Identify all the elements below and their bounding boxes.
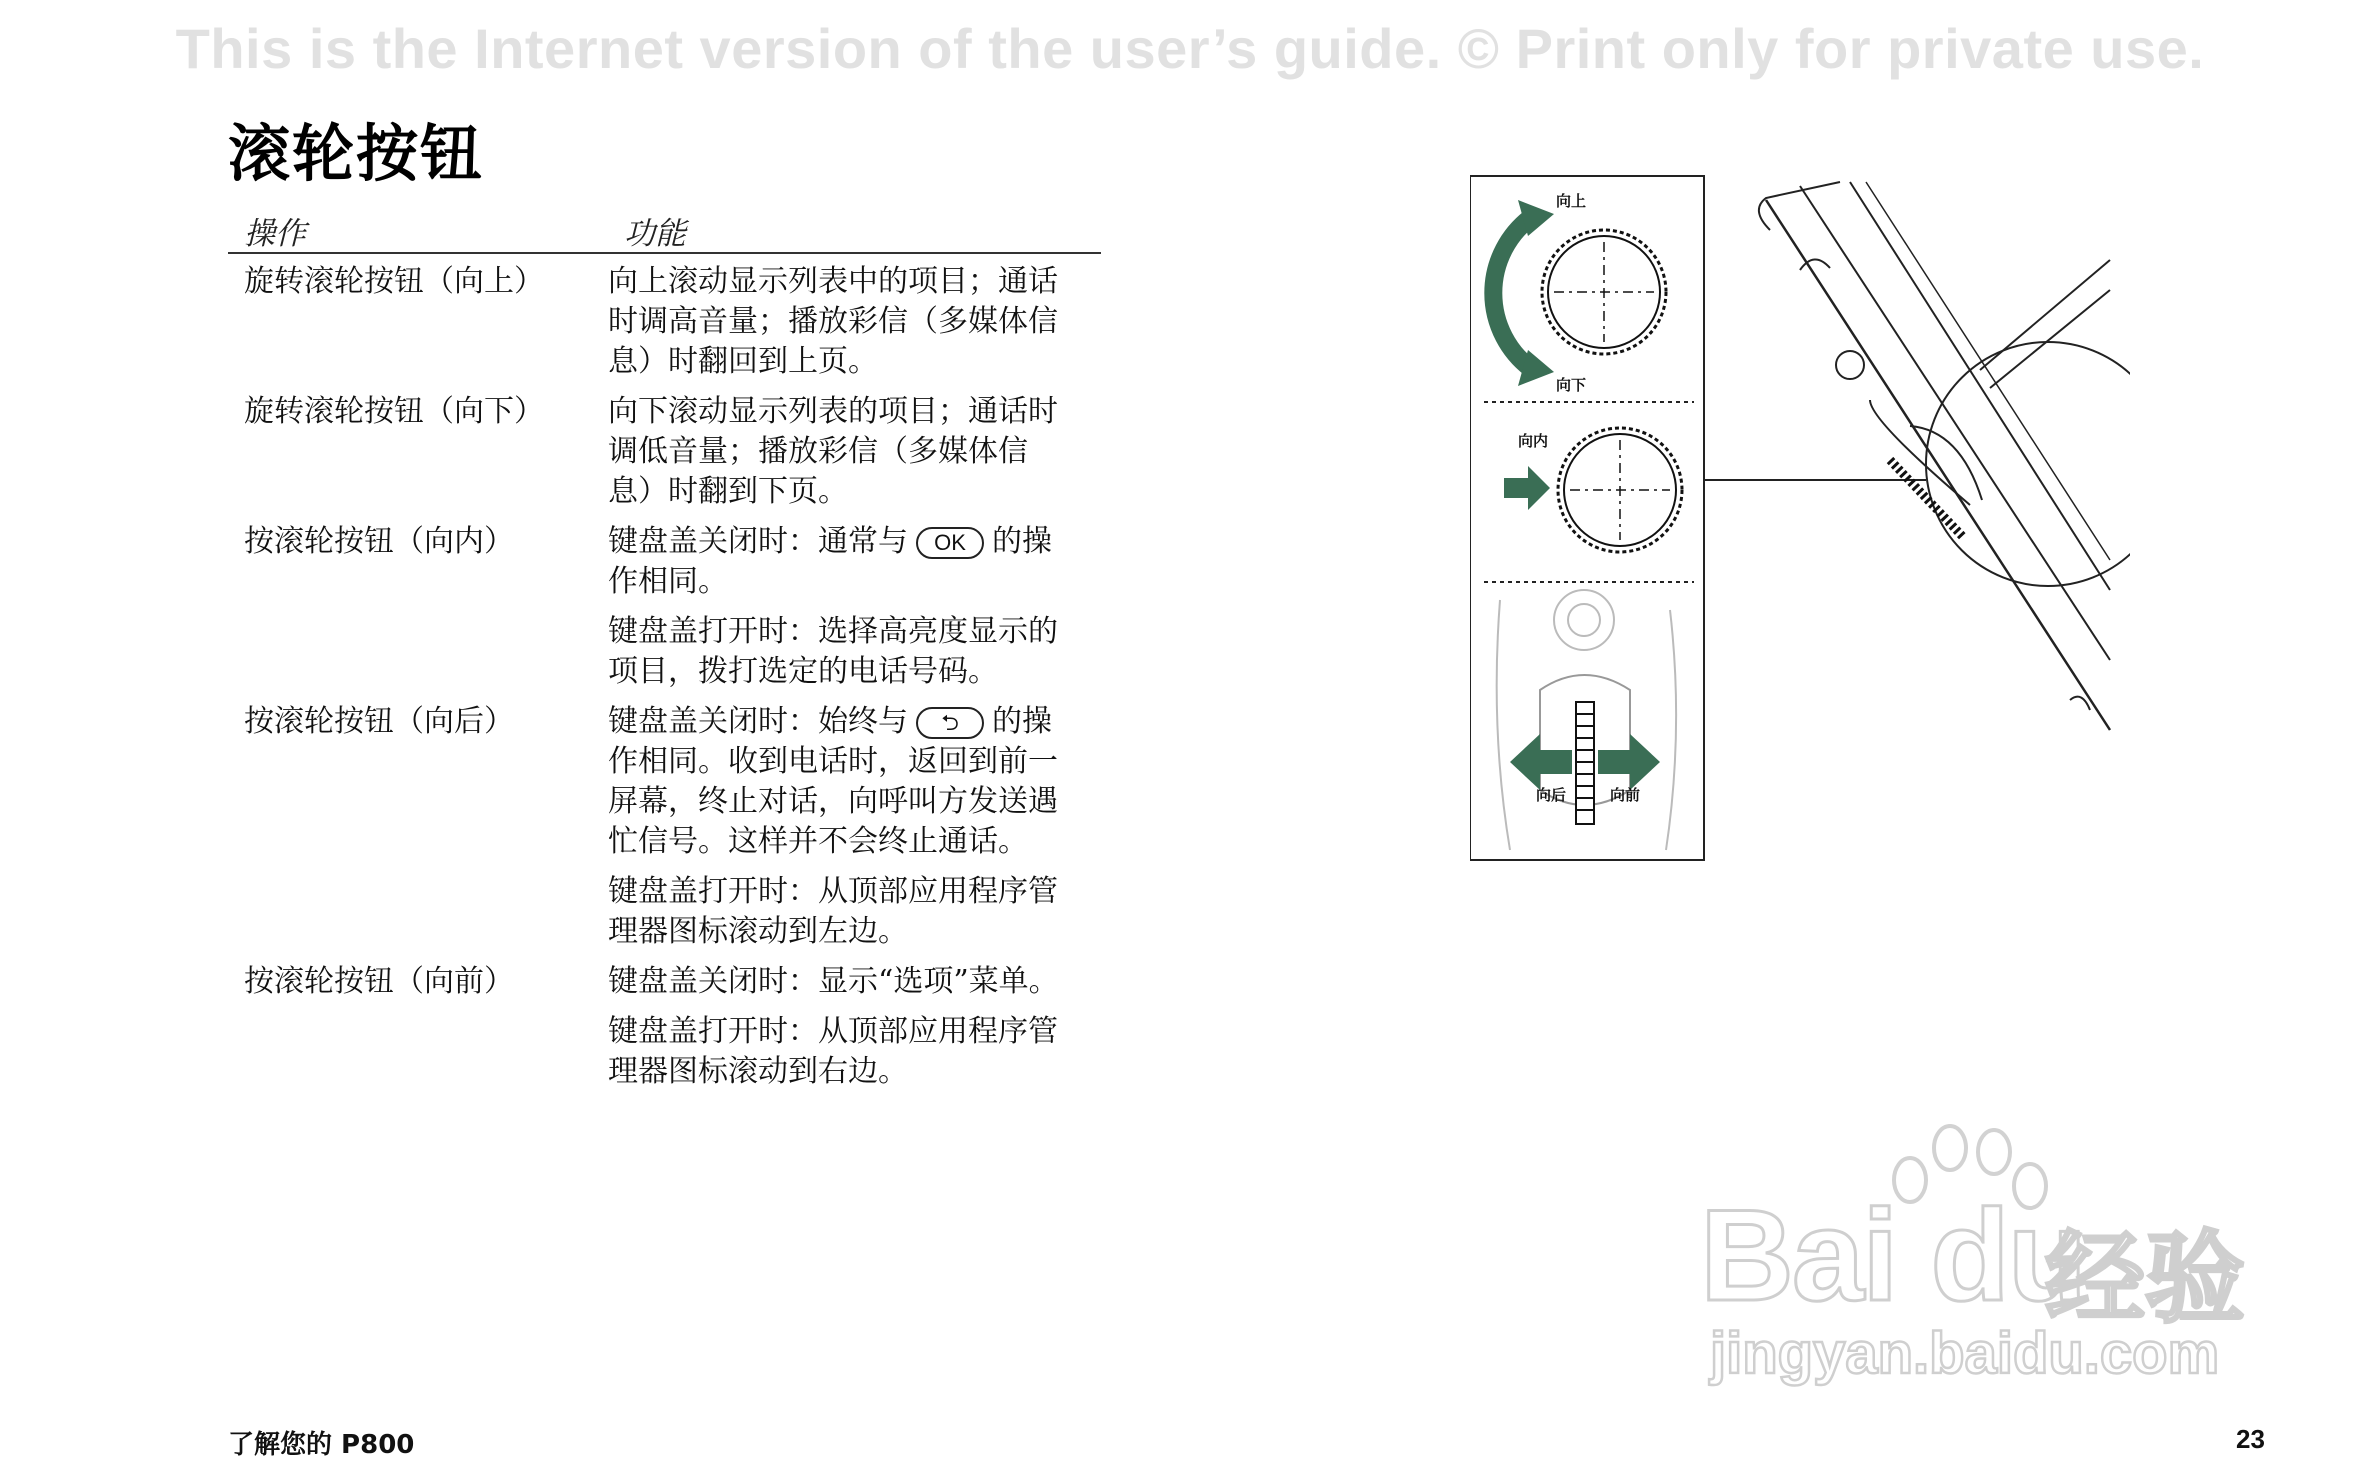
phone-side-view [1704,182,2130,730]
table-row [228,702,1101,952]
function-text: 的操作相同。收到电话时，返回到前一屏幕，终止对话，向呼叫方发送遇忙信号。这样并不会终止通话。 [608,704,1058,859]
page-number: 23 [2236,1424,2265,1454]
row-operation: 按滚轮按钮（向前） [244,964,514,999]
table-row [228,962,1101,1092]
baidu-wordmark: Bai du [1700,1182,2086,1328]
jog-dial-illustration [1470,170,2130,890]
table-row [228,262,1101,382]
footer-section-title: 了解您的 P800 [228,1430,415,1460]
label-down: 向下 [1556,376,1587,394]
function-table [228,200,1101,1092]
row-operation: 旋转滚轮按钮（向下） [244,394,544,429]
row-function: 键盘盖关闭时：显示“选项”菜单。 [608,964,1059,999]
row-operation: 按滚轮按钮（向后） [244,704,514,739]
label-forward: 向前 [1610,786,1641,804]
baidu-watermark [1700,1120,2260,1400]
table-row [228,392,1101,512]
label-back: 向后 [1536,786,1567,804]
magnifier-circle [1926,342,2130,586]
ok-key-icon: OK [916,527,984,559]
function-text: 键盘盖关闭时：通常与 [608,524,908,559]
row-function [608,702,1062,862]
baidu-jingyan: 经验 [2045,1220,2245,1337]
row-function-open: 键盘盖打开时：从顶部应用程序管理器图标滚动到右边。 [608,1014,1058,1089]
row-function-open: 键盘盖打开时：从顶部应用程序管理器图标滚动到左边。 [608,874,1058,949]
row-function: 向上滚动显示列表中的项目；通话时调高音量；播放彩信（多媒体信息）时翻回到上页。 [608,264,1058,379]
baidu-url: jingyan.baidu.com [1710,1321,2220,1386]
row-function-open: 键盘盖打开时：选择高亮度显示的项目，拨打选定的电话号码。 [608,614,1058,689]
row-function: 向下滚动显示列表的项目；通话时调低音量；播放彩信（多媒体信息）时翻到下页。 [608,394,1058,509]
table-row [228,522,1101,692]
back-key-icon: ⮌ [916,707,984,739]
watermark-text: This is the Internet version of the user’s guide. © Print only for private use. [175,17,2205,80]
page-title: 滚轮按钮 [228,117,485,190]
header-function: 功能 [624,216,686,252]
header-operation: 操作 [244,216,306,252]
label-up: 向上 [1556,192,1587,210]
row-operation: 按滚轮按钮（向内） [244,524,514,559]
row-function [608,522,1062,602]
function-text: 的操作相同。 [608,524,1052,599]
table-header [228,200,1101,254]
row-operation: 旋转滚轮按钮（向上） [244,264,544,299]
label-in: 向内 [1518,432,1549,450]
function-text: 键盘盖关闭时：始终与 [608,704,908,739]
